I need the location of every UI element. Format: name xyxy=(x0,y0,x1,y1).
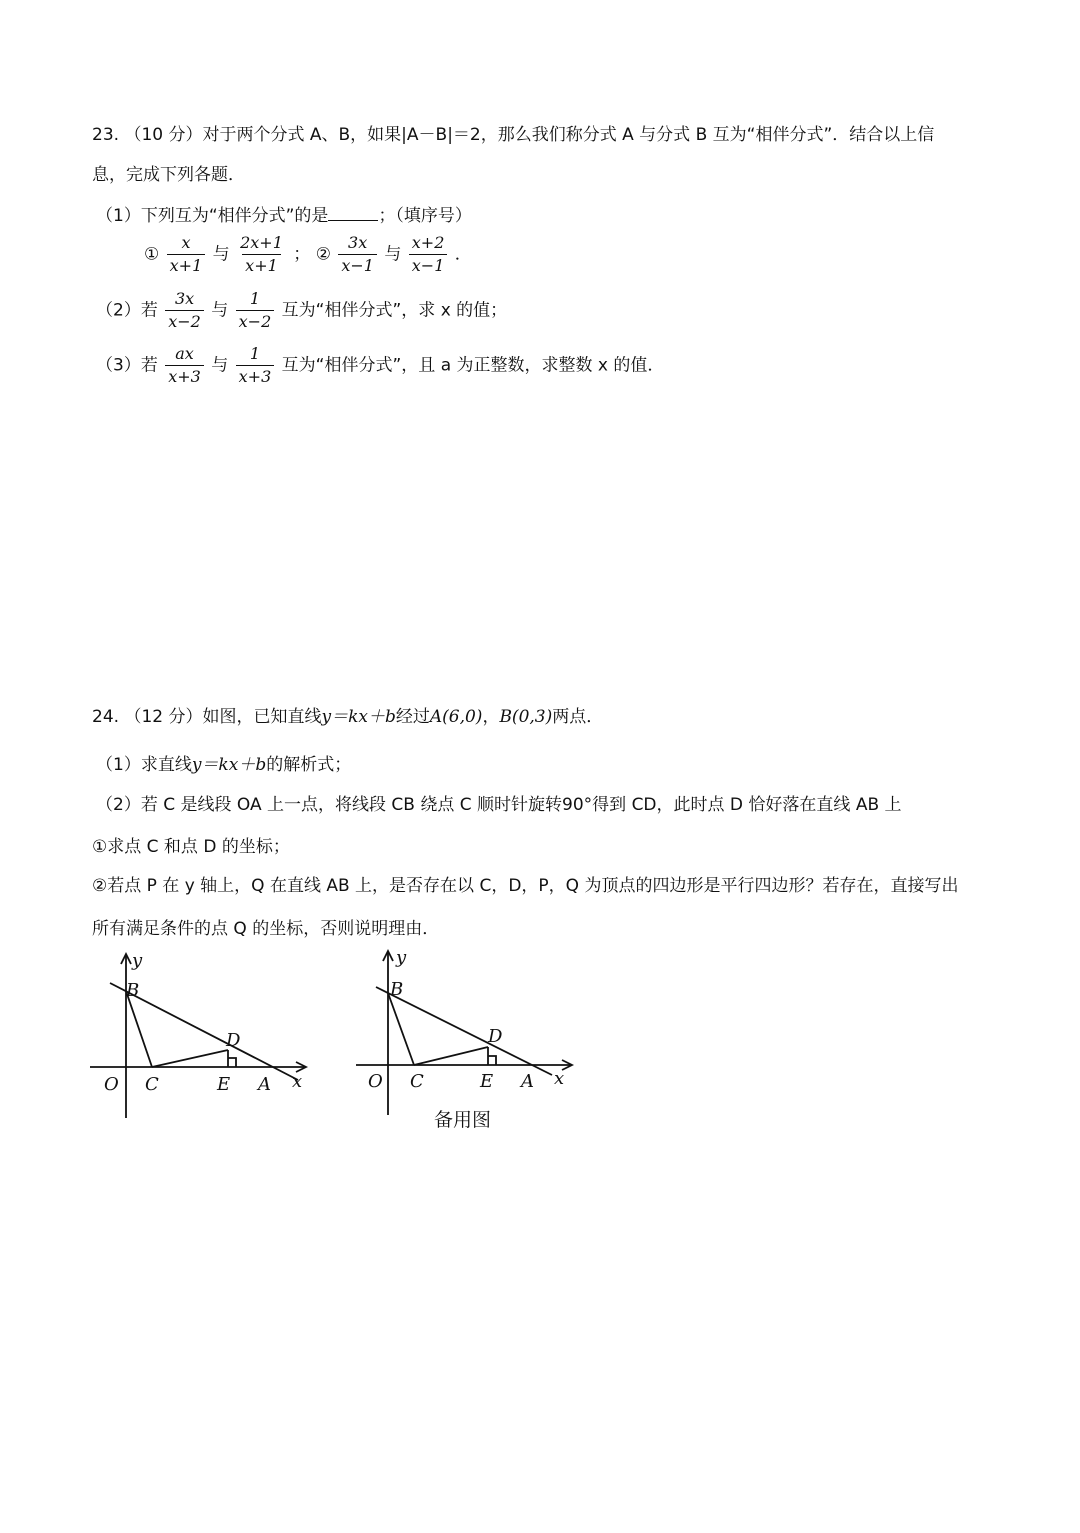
figure-main xyxy=(88,950,328,1125)
q24-part2-i: ①求点 C 和点 D 的坐标； xyxy=(92,837,290,857)
label-a: A xyxy=(521,1071,534,1092)
label-d: D xyxy=(488,1026,503,1047)
q24-passes: 经过 xyxy=(395,707,430,727)
label-e: E xyxy=(217,1074,231,1095)
q24-two-points: 两点． xyxy=(552,707,604,727)
label-y: y xyxy=(132,950,143,971)
q23-part2 xyxy=(96,290,507,331)
label-o: O xyxy=(368,1071,383,1092)
q24-intro: 24. （12 分）如图，已知直线 xyxy=(92,707,322,727)
label-e: E xyxy=(480,1071,494,1092)
option-2-fraction-a: $\frac{3x}{x-1}$ xyxy=(338,234,377,275)
q24-part2-ii-line1: ②若点 P 在 y 轴上，Q 在直线 AB 上，是否存在以 C，D，P，Q 为顶点的四边形是平行四边形？若存在，直接写出 xyxy=(92,876,959,896)
line-equation: y＝kx＋b xyxy=(191,755,267,775)
q23-part3-suffix: 互为“相伴分式”，且 a 为正整数，求整数 x 的值． xyxy=(281,355,665,376)
q23-part2-suffix: 互为“相伴分式”，求 x 的值； xyxy=(281,300,508,321)
option-2-fraction-b: $\frac{x+2}{x-1}$ xyxy=(409,234,448,275)
separator: ； xyxy=(293,244,311,265)
q24-part1-prefix: （1）求直线 xyxy=(96,755,192,775)
end-dot: ． xyxy=(454,244,472,265)
option-1-fraction-a: $\frac{x}{x+1}$ xyxy=(167,234,206,275)
q24-line1 xyxy=(92,702,603,727)
q24-part1 xyxy=(96,750,351,775)
label-b: B xyxy=(126,980,140,1001)
option-2-mark: ② xyxy=(315,244,331,265)
label-a: A xyxy=(258,1074,271,1095)
q23-part1-prefix: （1）下列互为“相伴分式”的是 xyxy=(96,206,329,226)
q24-part1-suffix: 的解析式； xyxy=(266,755,352,775)
option-1-mark: ① xyxy=(144,244,160,265)
label-y: y xyxy=(396,947,407,968)
label-o: O xyxy=(104,1074,119,1095)
q23-part3-prefix: （3）若 xyxy=(96,355,158,376)
label-d: D xyxy=(226,1030,241,1051)
line-equation: y＝kx＋b xyxy=(321,707,396,727)
right-angle-mark xyxy=(228,1058,236,1067)
part3-fraction-a: $\frac{ax}{x+3}$ xyxy=(165,345,204,386)
q24-comma: ， xyxy=(482,707,500,727)
q23-part3 xyxy=(96,345,664,386)
part2-fraction-b: $\frac{1}{x-2}$ xyxy=(236,290,275,331)
label-c: C xyxy=(410,1071,424,1092)
point-a: A(6,0) xyxy=(429,707,483,727)
q23-part2-prefix: （2）若 xyxy=(96,300,158,321)
segment-cd xyxy=(152,1050,228,1067)
with-word: 与 xyxy=(212,244,230,265)
backup-figure-caption: 备用图 xyxy=(434,1109,492,1131)
part3-fraction-b: $\frac{1}{x+3}$ xyxy=(236,345,275,386)
with-word: 与 xyxy=(384,244,402,265)
right-angle-mark xyxy=(488,1056,496,1065)
figure-backup xyxy=(352,945,592,1120)
q24-part2: （2）若 C 是线段 OA 上一点，将线段 CB 绕点 C 顺时针旋转90°得到 CD，此时点 D 恰好落在直线 AB 上 xyxy=(96,795,902,815)
label-x: x xyxy=(554,1068,565,1089)
q23-line1: 23. （10 分）对于两个分式 A、B，如果|A－B|＝2，那么我们称分式 A 与分式 B 互为“相伴分式”．结合以上信 xyxy=(92,125,935,145)
part2-fraction-a: $\frac{3x}{x-2}$ xyxy=(165,290,204,331)
q23-options xyxy=(144,234,472,275)
segment-cd xyxy=(414,1047,488,1065)
label-c: C xyxy=(145,1074,159,1095)
with-word: 与 xyxy=(211,300,229,321)
answer-blank xyxy=(328,204,378,221)
point-b: B(0,3) xyxy=(499,707,553,727)
label-b: B xyxy=(390,979,404,1000)
q24-part2-ii-line2: 所有满足条件的点 Q 的坐标，否则说明理由． xyxy=(92,919,440,939)
option-1-fraction-b: $\frac{2x+1}{x+1}$ xyxy=(240,233,283,275)
q23-part1 xyxy=(96,201,472,226)
q23-part1-suffix: ；（填序号） xyxy=(378,206,472,226)
label-x: x xyxy=(292,1071,303,1092)
q23-line2: 息，完成下列各题． xyxy=(92,165,245,185)
with-word: 与 xyxy=(211,355,229,376)
